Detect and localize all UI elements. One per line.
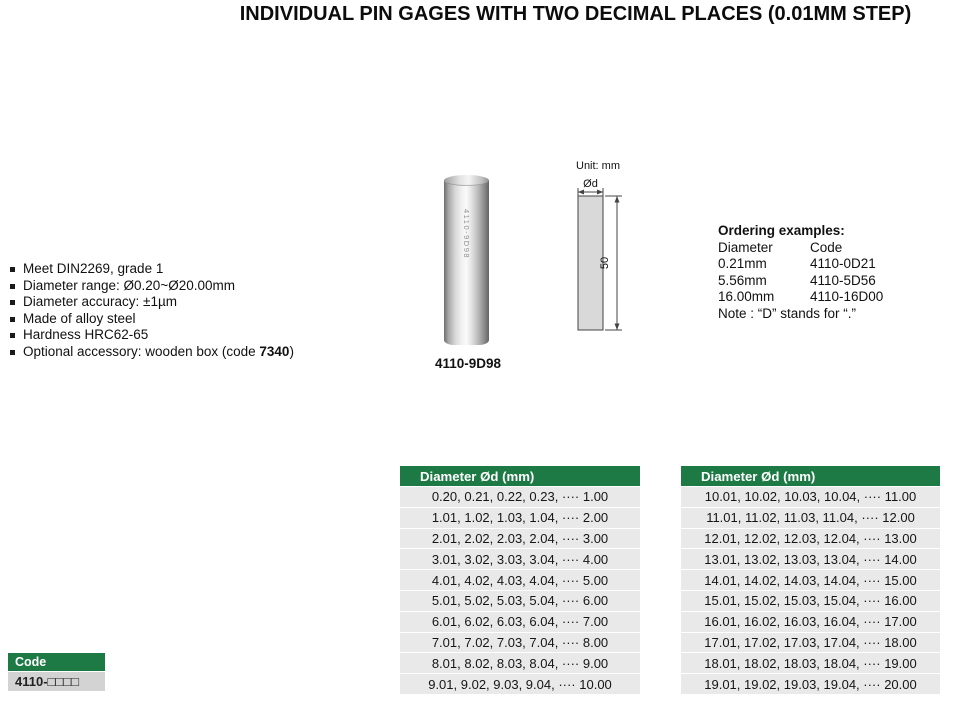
arrow-right-icon bbox=[597, 190, 603, 195]
feature-text: Meet DIN2269, grade 1 bbox=[23, 261, 164, 276]
unit-label: Unit: mm bbox=[576, 160, 620, 172]
pin-shaft bbox=[444, 180, 489, 345]
feature-text: Diameter range: Ø0.20~Ø20.00mm bbox=[23, 277, 235, 293]
table-row: 7.01, 7.02, 7.03, 7.04, ···· 8.00 bbox=[400, 633, 640, 654]
diameter-table-2 bbox=[681, 466, 940, 695]
table-row: 0.20, 0.21, 0.22, 0.23, ···· 1.00 bbox=[400, 487, 640, 508]
table-row: 8.01, 8.02, 8.03, 8.04, ···· 9.00 bbox=[400, 653, 640, 674]
feature-text: Hardness HRC62-65 bbox=[23, 327, 149, 342]
bullet-icon bbox=[10, 350, 15, 355]
pin-top-face bbox=[444, 175, 489, 186]
ordering-col-diameter: Diameter bbox=[718, 239, 773, 255]
table-header: Diameter Ød (mm) bbox=[400, 466, 640, 487]
table-row: 10.01, 10.02, 10.03, 10.04, ···· 11.00 bbox=[681, 487, 940, 508]
feature-item bbox=[8, 261, 398, 278]
bullet-icon bbox=[10, 333, 15, 338]
feature-text bbox=[23, 344, 294, 361]
table-row: 9.01, 9.02, 9.03, 9.04, ···· 10.00 bbox=[400, 674, 640, 695]
ordering-col-code: Code bbox=[810, 239, 843, 255]
table-row: 3.01, 3.02, 3.03, 3.04, ···· 4.00 bbox=[400, 549, 640, 570]
table-row: 19.01, 19.02, 19.03, 19.04, ···· 20.00 bbox=[681, 674, 940, 695]
bullet-icon bbox=[10, 300, 15, 305]
feature-text-prefix: Optional accessory: wooden box (code bbox=[23, 343, 260, 359]
ordering-note: Note : “D” stands for “.” bbox=[718, 305, 857, 321]
table-row: 11.01, 11.02, 11.03, 11.04, ···· 12.00 bbox=[681, 508, 940, 529]
arrow-down-icon bbox=[615, 324, 620, 331]
feature-item bbox=[8, 344, 398, 361]
table-row: 15.01, 15.02, 15.03, 15.04, ···· 16.00 bbox=[681, 591, 940, 612]
pin-marking: 4110-9D98 bbox=[462, 209, 471, 260]
ordering-diameter: 5.56mm bbox=[718, 272, 767, 288]
diameter-table-1 bbox=[400, 466, 640, 695]
table-row: 14.01, 14.02, 14.03, 14.04, ···· 15.00 bbox=[681, 570, 940, 591]
feature-item bbox=[8, 311, 398, 328]
code-box bbox=[8, 653, 105, 691]
table-row: 13.01, 13.02, 13.03, 13.04, ···· 14.00 bbox=[681, 549, 940, 570]
ordering-row bbox=[718, 289, 933, 306]
table-header: Diameter Ød (mm) bbox=[681, 466, 940, 487]
bullet-icon bbox=[10, 267, 15, 272]
table-row: 1.01, 1.02, 1.03, 1.04, ···· 2.00 bbox=[400, 508, 640, 529]
length-dim-label: 50 bbox=[599, 256, 611, 270]
diameter-dim-label: Ød bbox=[583, 178, 598, 190]
bullet-icon bbox=[10, 317, 15, 322]
feature-item bbox=[8, 278, 398, 295]
table-row: 18.01, 18.02, 18.03, 18.04, ···· 19.00 bbox=[681, 653, 940, 674]
ordering-code: 4110-0D21 bbox=[810, 256, 876, 272]
table-row: 6.01, 6.02, 6.03, 6.04, ···· 7.00 bbox=[400, 612, 640, 633]
ordering-examples bbox=[718, 223, 933, 323]
table-row: 12.01, 12.02, 12.03, 12.04, ···· 13.00 bbox=[681, 529, 940, 550]
arrow-left-icon bbox=[578, 190, 584, 195]
ordering-diameter: 0.21mm bbox=[718, 256, 767, 272]
feature-item bbox=[8, 294, 398, 311]
product-code-label: 4110-9D98 bbox=[434, 356, 502, 371]
table-row: 2.01, 2.02, 2.03, 2.04, ···· 3.00 bbox=[400, 529, 640, 550]
ordering-row bbox=[718, 273, 933, 290]
feature-list bbox=[8, 261, 398, 360]
table-row: 16.01, 16.02, 16.03, 16.04, ···· 17.00 bbox=[681, 612, 940, 633]
code-box-header: Code bbox=[8, 653, 105, 671]
pin-gage-photo bbox=[444, 175, 489, 345]
bullet-icon bbox=[10, 284, 15, 289]
ordering-row bbox=[718, 256, 933, 273]
page-title: INDIVIDUAL PIN GAGES WITH TWO DECIMAL PLACES (0.01MM STEP) bbox=[239, 3, 912, 25]
ordering-title: Ordering examples: bbox=[718, 223, 845, 238]
table-row: 4.01, 4.02, 4.03, 4.04, ···· 5.00 bbox=[400, 570, 640, 591]
feature-text: Diameter accuracy: ±1µm bbox=[23, 294, 177, 309]
feature-item bbox=[8, 327, 398, 344]
ordering-code: 4110-16D00 bbox=[810, 289, 884, 305]
feature-accessory-code: 7340 bbox=[259, 343, 290, 359]
table-row: 5.01, 5.02, 5.03, 5.04, ···· 6.00 bbox=[400, 591, 640, 612]
arrow-up-icon bbox=[615, 196, 620, 203]
dimension-drawing bbox=[560, 156, 655, 346]
code-box-value: 4110-□□□□ bbox=[8, 672, 105, 691]
ordering-diameter: 16.00mm bbox=[718, 289, 775, 305]
table-row: 17.01, 17.02, 17.03, 17.04, ···· 18.00 bbox=[681, 633, 940, 654]
feature-text-suffix: ) bbox=[289, 343, 294, 359]
ordering-code: 4110-5D56 bbox=[810, 272, 876, 288]
feature-text: Made of alloy steel bbox=[23, 310, 136, 326]
ordering-header-row bbox=[718, 240, 933, 257]
